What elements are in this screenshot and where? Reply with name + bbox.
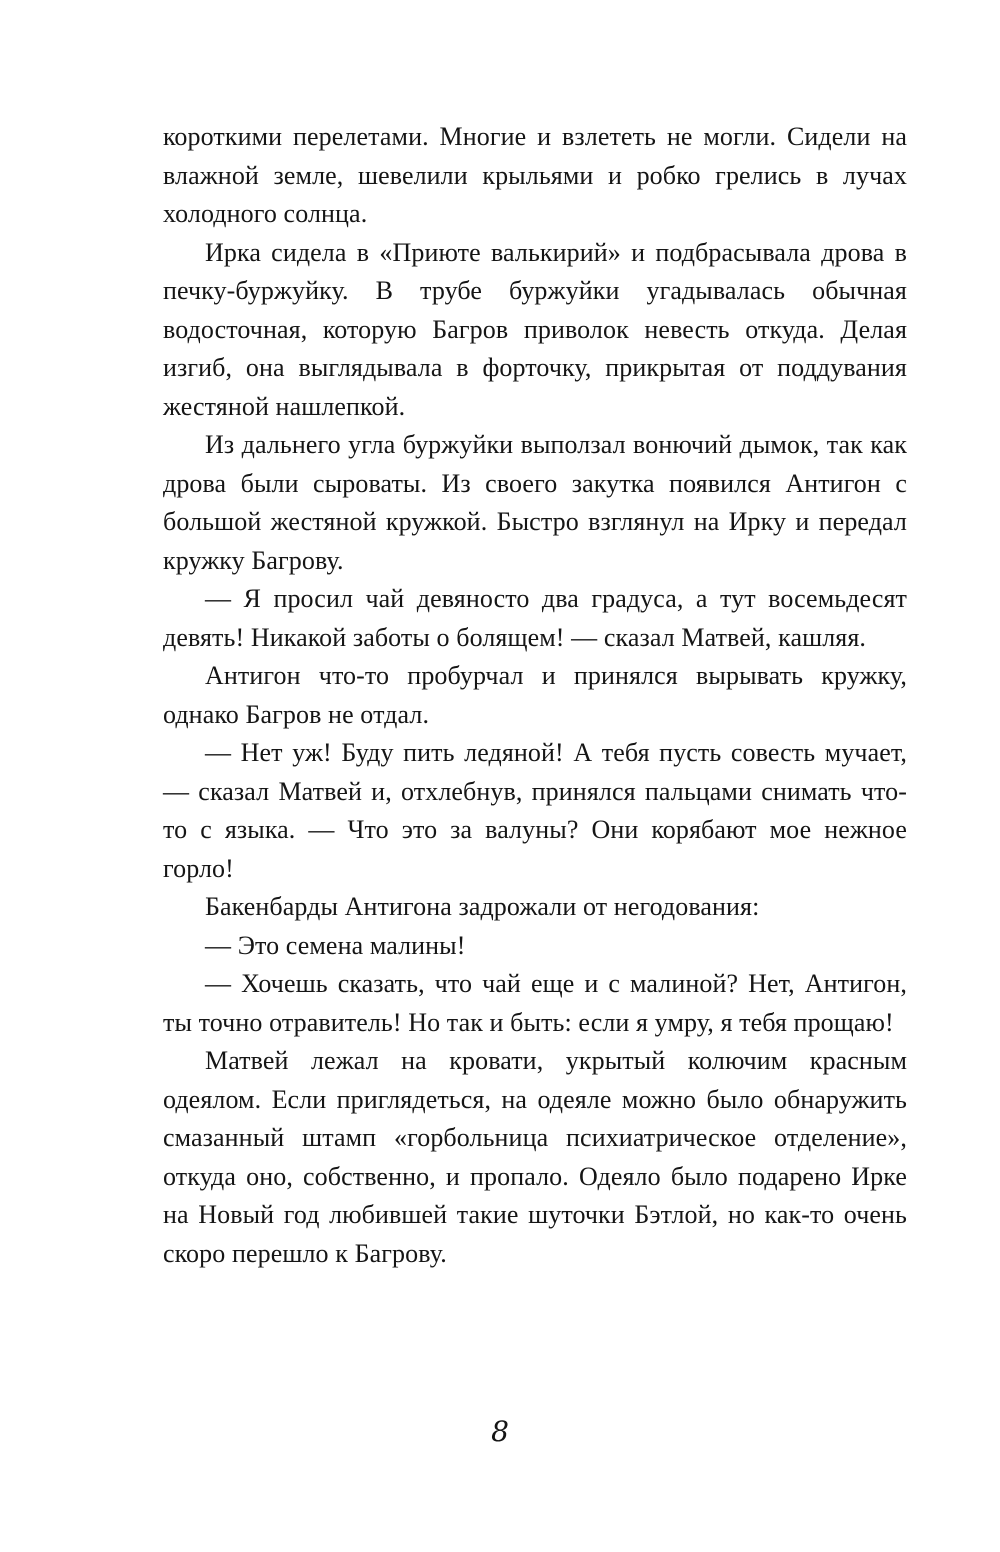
- paragraph: — Я просил чай девяносто два градуса, а тут восемьдесят девять! Никакой заботы о болящем! — сказал Матвей, кашляя.: [163, 584, 907, 652]
- text-block: [163, 118, 907, 1273]
- paragraph: Из дальнего угла буржуйки выползал вонючий дымок, так как дрова были сыроваты. Из своего закутка появился Антигон с большой жестяной кружкой. Быстро взглянул на Ирку и передал кружку Багрову.: [163, 430, 907, 575]
- paragraph: — Хочешь сказать, что чай еще и с малиной? Нет, Антигон, ты точно отравитель! Но так и быть: если я умру, я тебя прощаю!: [163, 969, 907, 1037]
- page-number: 8: [491, 1415, 509, 1448]
- paragraph: Ирка сидела в «Приюте валькирий» и подбрасывала дрова в печку-буржуйку. В трубе буржуйки угадывалась обычная водосточная, которую Багров приволок невесть откуда. Делая изгиб, она выглядывала в форточку, прикрытая от поддувания жестяной нашлепкой.: [163, 237, 907, 421]
- paragraph: Антигон что-то пробурчал и принялся вырывать кружку, однако Багров не отдал.: [163, 661, 907, 729]
- paragraph: Бакенбарды Антигона задрожали от негодования:: [205, 892, 760, 921]
- paragraph: — Это семена малины!: [205, 930, 466, 960]
- paragraph: — Нет уж! Буду пить ледяной! А тебя пусть совесть мучает, — сказал Матвей и, отхлебнув, принялся пальцами снимать что-то с языка. — Что это за валуны? Они корябают мое нежное горло!: [163, 738, 907, 883]
- paragraph: короткими перелетами. Многие и взлететь не могли. Сидели на влажной земле, шевелили крыльями и робко грелись в лучах холодного солнца.: [163, 122, 907, 228]
- paragraph: Матвей лежал на кровати, укрытый колючим красным одеялом. Если приглядеться, на одеяле можно было обнаружить смазанный штамп «горбольница психиатрическое отделение», откуда оно, собственно, и пропало. Одеяло было подарено Ирке на Новый год любившей такие шуточки Бэтлой, но как-то очень скоро перешло к Багрову.: [163, 1046, 907, 1268]
